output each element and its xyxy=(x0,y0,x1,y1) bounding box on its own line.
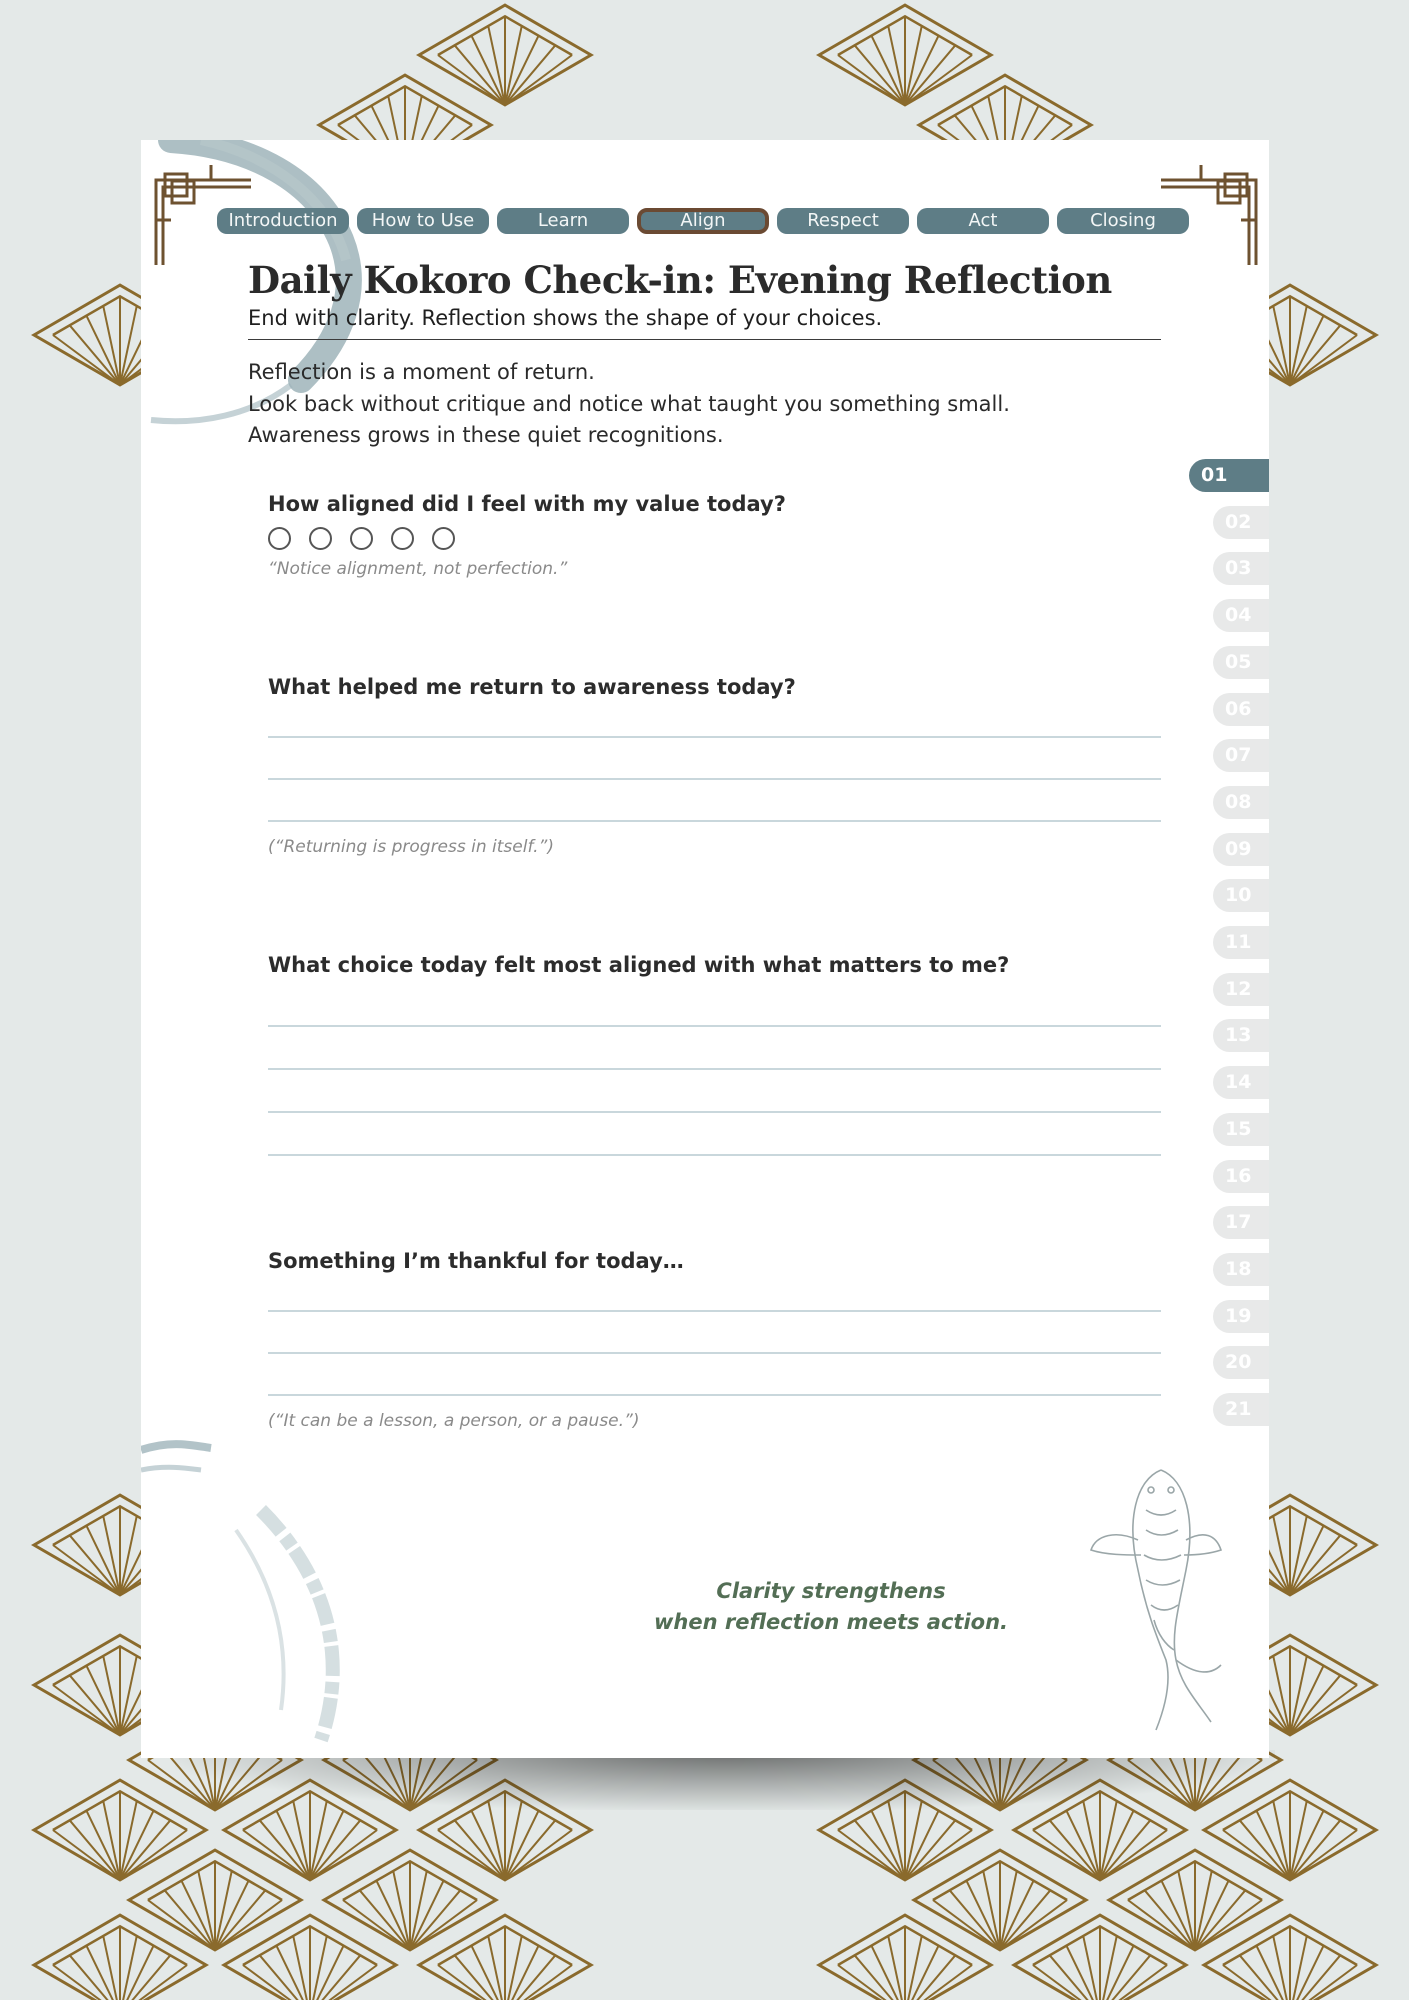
question-aligned-choice: What choice today felt most aligned with what matters to me? xyxy=(268,953,1010,977)
journal-page xyxy=(141,140,1269,1758)
writing-line[interactable] xyxy=(268,1068,1161,1070)
intro-line: Look back without critique and notice what taught you something small. xyxy=(248,391,1010,416)
rating-option-1[interactable] xyxy=(268,527,291,550)
writing-line[interactable] xyxy=(268,778,1161,780)
tab-align[interactable]: Align xyxy=(637,208,769,234)
day-tab-11[interactable]: 11 xyxy=(1213,926,1269,959)
day-tab-20[interactable]: 20 xyxy=(1213,1346,1269,1379)
day-tab-21[interactable]: 21 xyxy=(1213,1393,1269,1426)
writing-line[interactable] xyxy=(268,1352,1161,1354)
fan-pattern-icon xyxy=(34,1915,206,2000)
day-tab-07[interactable]: 07 xyxy=(1213,739,1269,772)
page-subtitle: End with clarity. Reflection shows the shape of your choices. xyxy=(248,306,883,330)
day-tab-18[interactable]: 18 xyxy=(1213,1253,1269,1286)
fan-pattern-icon xyxy=(819,5,991,105)
hint-awareness: (“Returning is progress in itself.”) xyxy=(268,837,554,857)
alignment-rating xyxy=(268,527,455,550)
tab-respect[interactable]: Respect xyxy=(777,208,909,234)
tab-act[interactable]: Act xyxy=(917,208,1049,234)
intro-text xyxy=(248,357,1010,452)
day-tab-14[interactable]: 14 xyxy=(1213,1066,1269,1099)
question-thankful: Something I’m thankful for today… xyxy=(268,1249,684,1273)
tab-introduction[interactable]: Introduction xyxy=(217,208,349,234)
rating-option-5[interactable] xyxy=(432,527,455,550)
rating-option-4[interactable] xyxy=(391,527,414,550)
intro-line: Awareness grows in these quiet recognitions. xyxy=(248,423,724,447)
day-tab-06[interactable]: 06 xyxy=(1213,693,1269,726)
writing-line[interactable] xyxy=(268,1025,1161,1027)
hint-thankful: (“It can be a lesson, a person, or a pause.”) xyxy=(268,1411,640,1431)
title-divider xyxy=(248,339,1161,340)
day-tab-17[interactable]: 17 xyxy=(1213,1206,1269,1239)
day-tab-13[interactable]: 13 xyxy=(1213,1019,1269,1052)
fan-pattern-icon xyxy=(1204,1915,1376,2000)
closing-line-1: Clarity strengthens xyxy=(716,1579,946,1603)
fan-pattern-icon xyxy=(419,1915,591,2000)
ink-brush-stroke-icon xyxy=(141,1420,381,1758)
day-tab-08[interactable]: 08 xyxy=(1213,786,1269,819)
writing-line[interactable] xyxy=(268,1394,1161,1396)
day-tab-03[interactable]: 03 xyxy=(1213,552,1269,585)
writing-line[interactable] xyxy=(268,1154,1161,1156)
writing-line[interactable] xyxy=(268,736,1161,738)
writing-line[interactable] xyxy=(268,820,1161,822)
fan-pattern-icon xyxy=(819,1915,991,2000)
day-tab-09[interactable]: 09 xyxy=(1213,833,1269,866)
closing-quote xyxy=(401,1576,1261,1638)
writing-line[interactable] xyxy=(268,1310,1161,1312)
section-nav xyxy=(217,208,1189,234)
day-tab-15[interactable]: 15 xyxy=(1213,1113,1269,1146)
hint-alignment: “Notice alignment, not perfection.” xyxy=(268,559,568,579)
fan-pattern-icon xyxy=(419,5,591,105)
day-tab-05[interactable]: 05 xyxy=(1213,646,1269,679)
day-tab-02[interactable]: 02 xyxy=(1213,506,1269,539)
closing-line-2: when reflection meets action. xyxy=(653,1610,1009,1634)
day-tab-01[interactable]: 01 xyxy=(1189,459,1269,492)
day-tab-04[interactable]: 04 xyxy=(1213,599,1269,632)
tab-how-to-use[interactable]: How to Use xyxy=(357,208,489,234)
rating-option-3[interactable] xyxy=(350,527,373,550)
rating-option-2[interactable] xyxy=(309,527,332,550)
tab-closing[interactable]: Closing xyxy=(1057,208,1189,234)
day-tab-10[interactable]: 10 xyxy=(1213,879,1269,912)
writing-line[interactable] xyxy=(268,1111,1161,1113)
page-shadow xyxy=(175,1750,1275,1810)
page-title: Daily Kokoro Check-in: Evening Reflection xyxy=(248,258,1112,302)
day-tab-19[interactable]: 19 xyxy=(1213,1300,1269,1333)
question-awareness: What helped me return to awareness today? xyxy=(268,675,796,699)
day-tab-12[interactable]: 12 xyxy=(1213,973,1269,1006)
tab-learn[interactable]: Learn xyxy=(497,208,629,234)
question-alignment: How aligned did I feel with my value today? xyxy=(268,492,786,516)
intro-line: Reflection is a moment of return. xyxy=(248,360,595,384)
day-tab-16[interactable]: 16 xyxy=(1213,1160,1269,1193)
